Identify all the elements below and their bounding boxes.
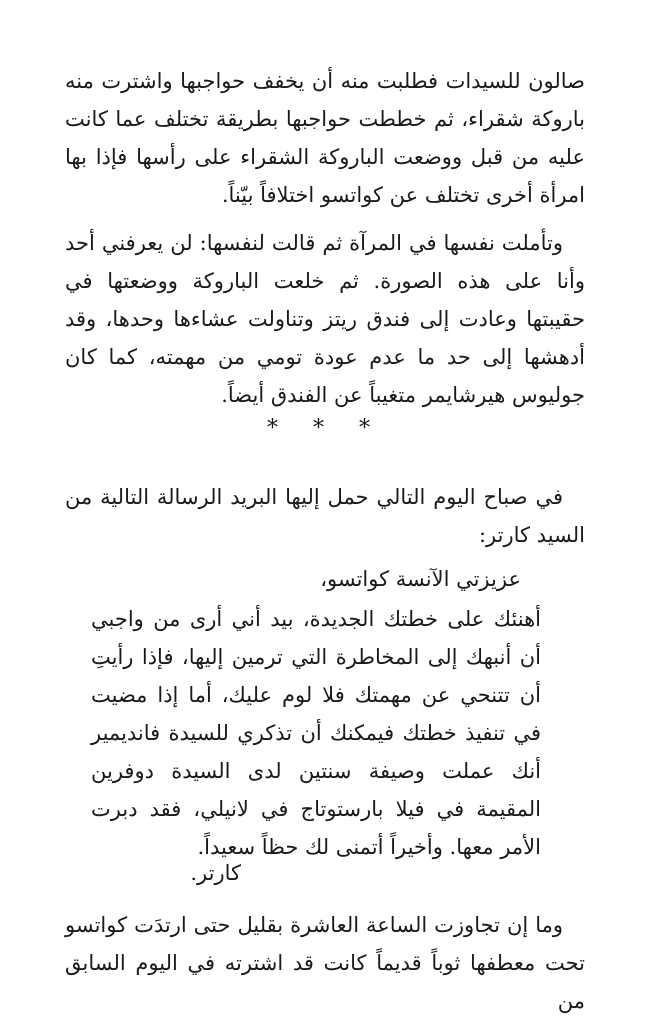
letter-signature: كارتر. [190, 861, 241, 885]
paragraph-mirror-reflection: وتأملت نفسها في المرآة ثم قالت لنفسها: لن يعرفني أحد وأنا على هذه الصورة. ثم خلعت الباروكة ووضعتها في حقيبتها وعادت إلى فندق ريتز وتناولت عشاءها وحدها، وقد أدهشها إلى حد ما عدم عودة تومي من مهمته، كما كان جوليوس هيرشايمر متغيباً عن الفندق أيضاً. [65, 231, 585, 407]
paragraph-next-morning: في صباح اليوم التالي حمل إليها البريد الرسالة التالية من السيد كارتر: [65, 485, 585, 547]
letter-greeting: عزيزتي الآنسة كواتسو، [320, 567, 521, 591]
section-break-asterisks: * * * [267, 416, 384, 441]
letter-body: أهنئك على خطتك الجديدة، بيد أني أرى من واجبي أن أنبهك إلى المخاطرة التي ترمين إليها، فإذا رأيتِ أن تتنحي عن مهمتك فلا لوم عليك، أما إذا مضيت في تنفيذ خطتك فيمكنك أن تذكري للسيدة فانديمير أنك عملت وصيفة سنتين لدى السيدة دوفرين المقيمة في فيلا بارستوتاج في لانيلي، فقد دبرت الأمر معها. وأخيراً أتمنى لك حظاً سعيداً. [91, 607, 541, 859]
paragraph-ten-oclock: وما إن تجاوزت الساعة العاشرة بقليل حتى ارتدَت كواتسو تحت معطفها ثوباً قديماً كانت قد اشترته في اليوم السابق من [65, 913, 585, 1013]
paragraph-wig-disguise: صالون للسيدات فطلبت منه أن يخفف حواجبها واشترت منه باروكة شقراء، ثم خططت حواجبها بطريقة تختلف عما كانت عليه من قبل ووضعت الباروكة الشقراء على رأسها فإذا بها امرأة أخرى تختلف عن كواتسو اختلافاً بيّناً. [65, 69, 585, 207]
